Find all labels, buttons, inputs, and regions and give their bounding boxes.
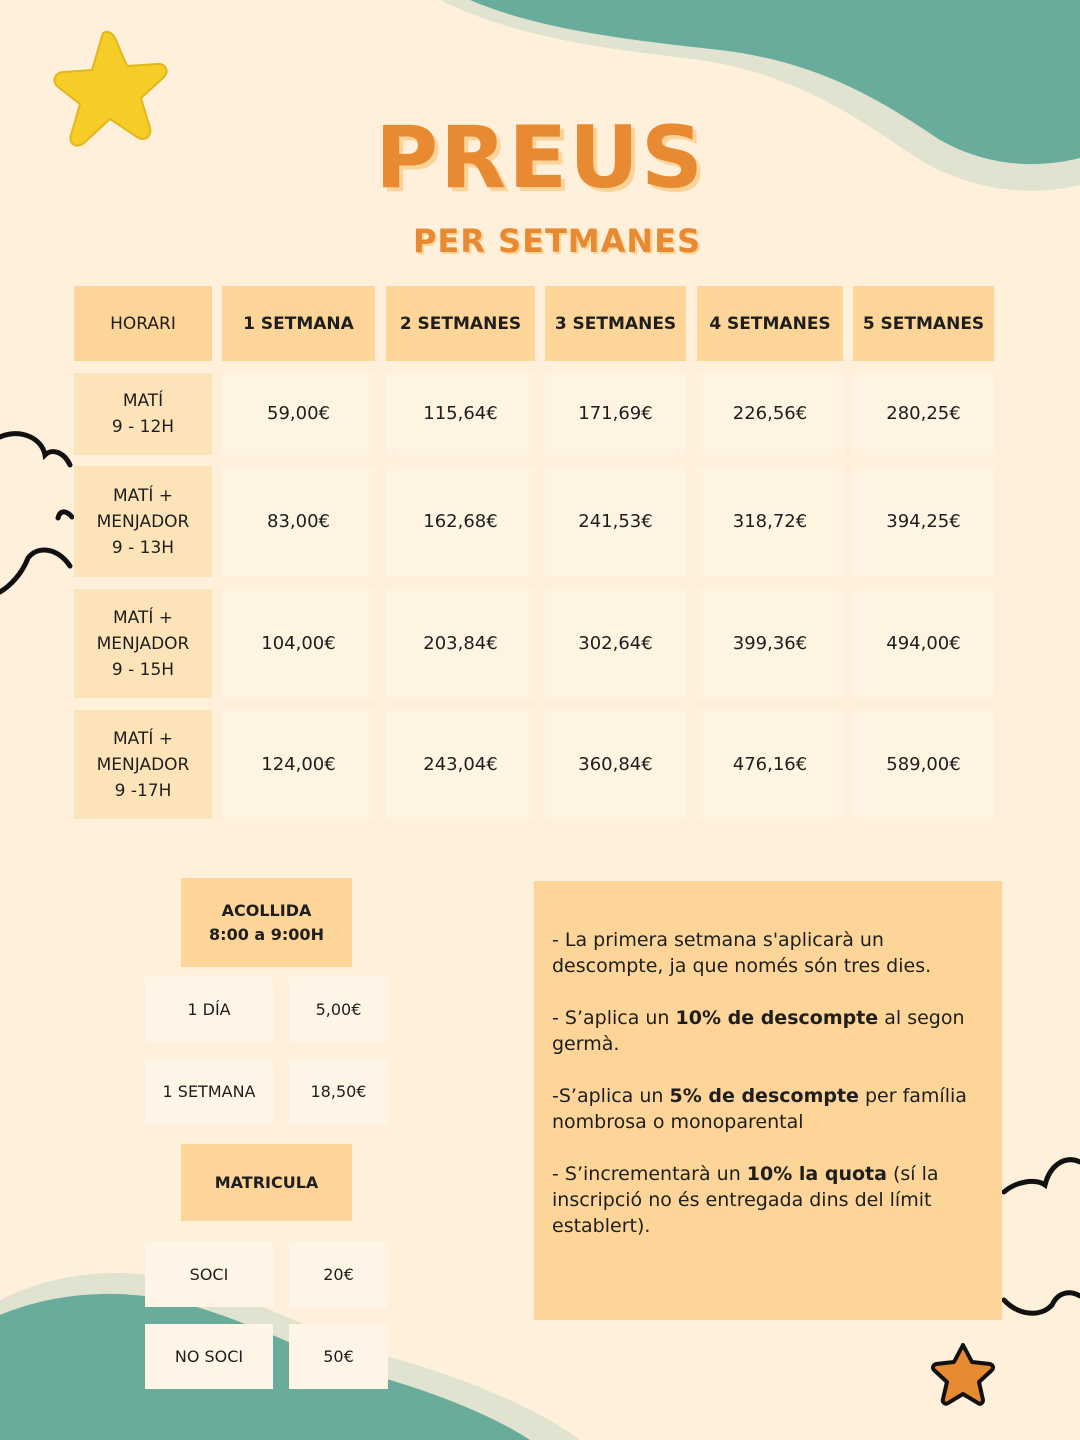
note-text: al segon germà. xyxy=(552,1007,965,1055)
note-first-week-discount xyxy=(552,927,984,979)
right-cloud-outline-icon xyxy=(1004,1160,1080,1313)
table-cell: 280,25€ xyxy=(853,373,994,455)
orange-star-icon xyxy=(933,1345,993,1404)
matricula-header: MATRICULA xyxy=(181,1144,352,1221)
table-cell: 241,53€ xyxy=(545,466,686,577)
table-cell: 162,68€ xyxy=(386,466,535,577)
note-highlight: 5% de descompte xyxy=(669,1085,859,1107)
table-cell: 318,72€ xyxy=(697,466,843,577)
note-sibling-discount xyxy=(552,1005,984,1057)
acollida-row-price: 5,00€ xyxy=(289,977,388,1042)
note-highlight: 10% de descompte xyxy=(675,1007,879,1029)
note-text: - S’aplica un xyxy=(552,1007,676,1029)
acollida-row-label: 1 SETMANA xyxy=(145,1059,273,1124)
matricula-row-label: SOCI xyxy=(145,1242,273,1307)
table-cell: 83,00€ xyxy=(222,466,375,577)
table-cell: 589,00€ xyxy=(853,710,994,819)
table-cell: 243,04€ xyxy=(386,710,535,819)
table-cell: 394,25€ xyxy=(853,466,994,577)
table-row-label: MATÍ + MENJADOR 9 - 13H xyxy=(74,466,212,577)
note-late-surcharge xyxy=(552,1161,984,1239)
note-family-discount xyxy=(552,1083,984,1135)
table-cell: 115,64€ xyxy=(386,373,535,455)
table-cell: 124,00€ xyxy=(222,710,375,819)
table-cell: 226,56€ xyxy=(697,373,843,455)
page-title: PREUS xyxy=(375,108,705,208)
note-text: (sí la inscripció no és entregada dins del límit establert). xyxy=(552,1163,939,1237)
table-cell: 59,00€ xyxy=(222,373,375,455)
note-text: - S’incrementarà un xyxy=(552,1163,747,1185)
note-text: per família nombrosa o monoparental xyxy=(552,1085,967,1133)
table-header-horari: HORARI xyxy=(74,286,212,361)
table-header-week4: 4 SETMANES xyxy=(697,286,843,361)
matricula-row-label: NO SOCI xyxy=(145,1324,273,1389)
table-header-week3: 3 SETMANES xyxy=(545,286,686,361)
table-row-label: MATÍ 9 - 12H xyxy=(74,373,212,455)
table-header-week2: 2 SETMANES xyxy=(386,286,535,361)
table-row-label: MATÍ + MENJADOR 9 - 15H xyxy=(74,589,212,698)
note-text: -S’aplica un xyxy=(552,1085,670,1107)
acollida-header: ACOLLIDA 8:00 a 9:00H xyxy=(181,878,352,967)
table-cell: 494,00€ xyxy=(853,589,994,698)
table-cell: 171,69€ xyxy=(545,373,686,455)
table-cell: 203,84€ xyxy=(386,589,535,698)
left-cloud-outline-icon xyxy=(0,434,72,592)
table-cell: 399,36€ xyxy=(697,589,843,698)
acollida-row-label: 1 DÍA xyxy=(145,977,273,1042)
table-cell: 302,64€ xyxy=(545,589,686,698)
acollida-row-price: 18,50€ xyxy=(289,1059,388,1124)
page-subtitle: PER SETMANES xyxy=(412,222,702,260)
matricula-row-price: 50€ xyxy=(289,1324,388,1389)
table-cell: 104,00€ xyxy=(222,589,375,698)
table-header-week5: 5 SETMANES xyxy=(853,286,994,361)
table-cell: 360,84€ xyxy=(545,710,686,819)
note-text: - La primera setmana s'aplicarà un descompte, ja que només són tres dies. xyxy=(552,929,932,977)
table-row-label: MATÍ + MENJADOR 9 -17H xyxy=(74,710,212,819)
note-highlight: 10% la quota xyxy=(746,1163,887,1185)
notes-box xyxy=(534,881,1002,1320)
matricula-row-price: 20€ xyxy=(289,1242,388,1307)
table-header-week1: 1 SETMANA xyxy=(222,286,375,361)
table-cell: 476,16€ xyxy=(697,710,843,819)
